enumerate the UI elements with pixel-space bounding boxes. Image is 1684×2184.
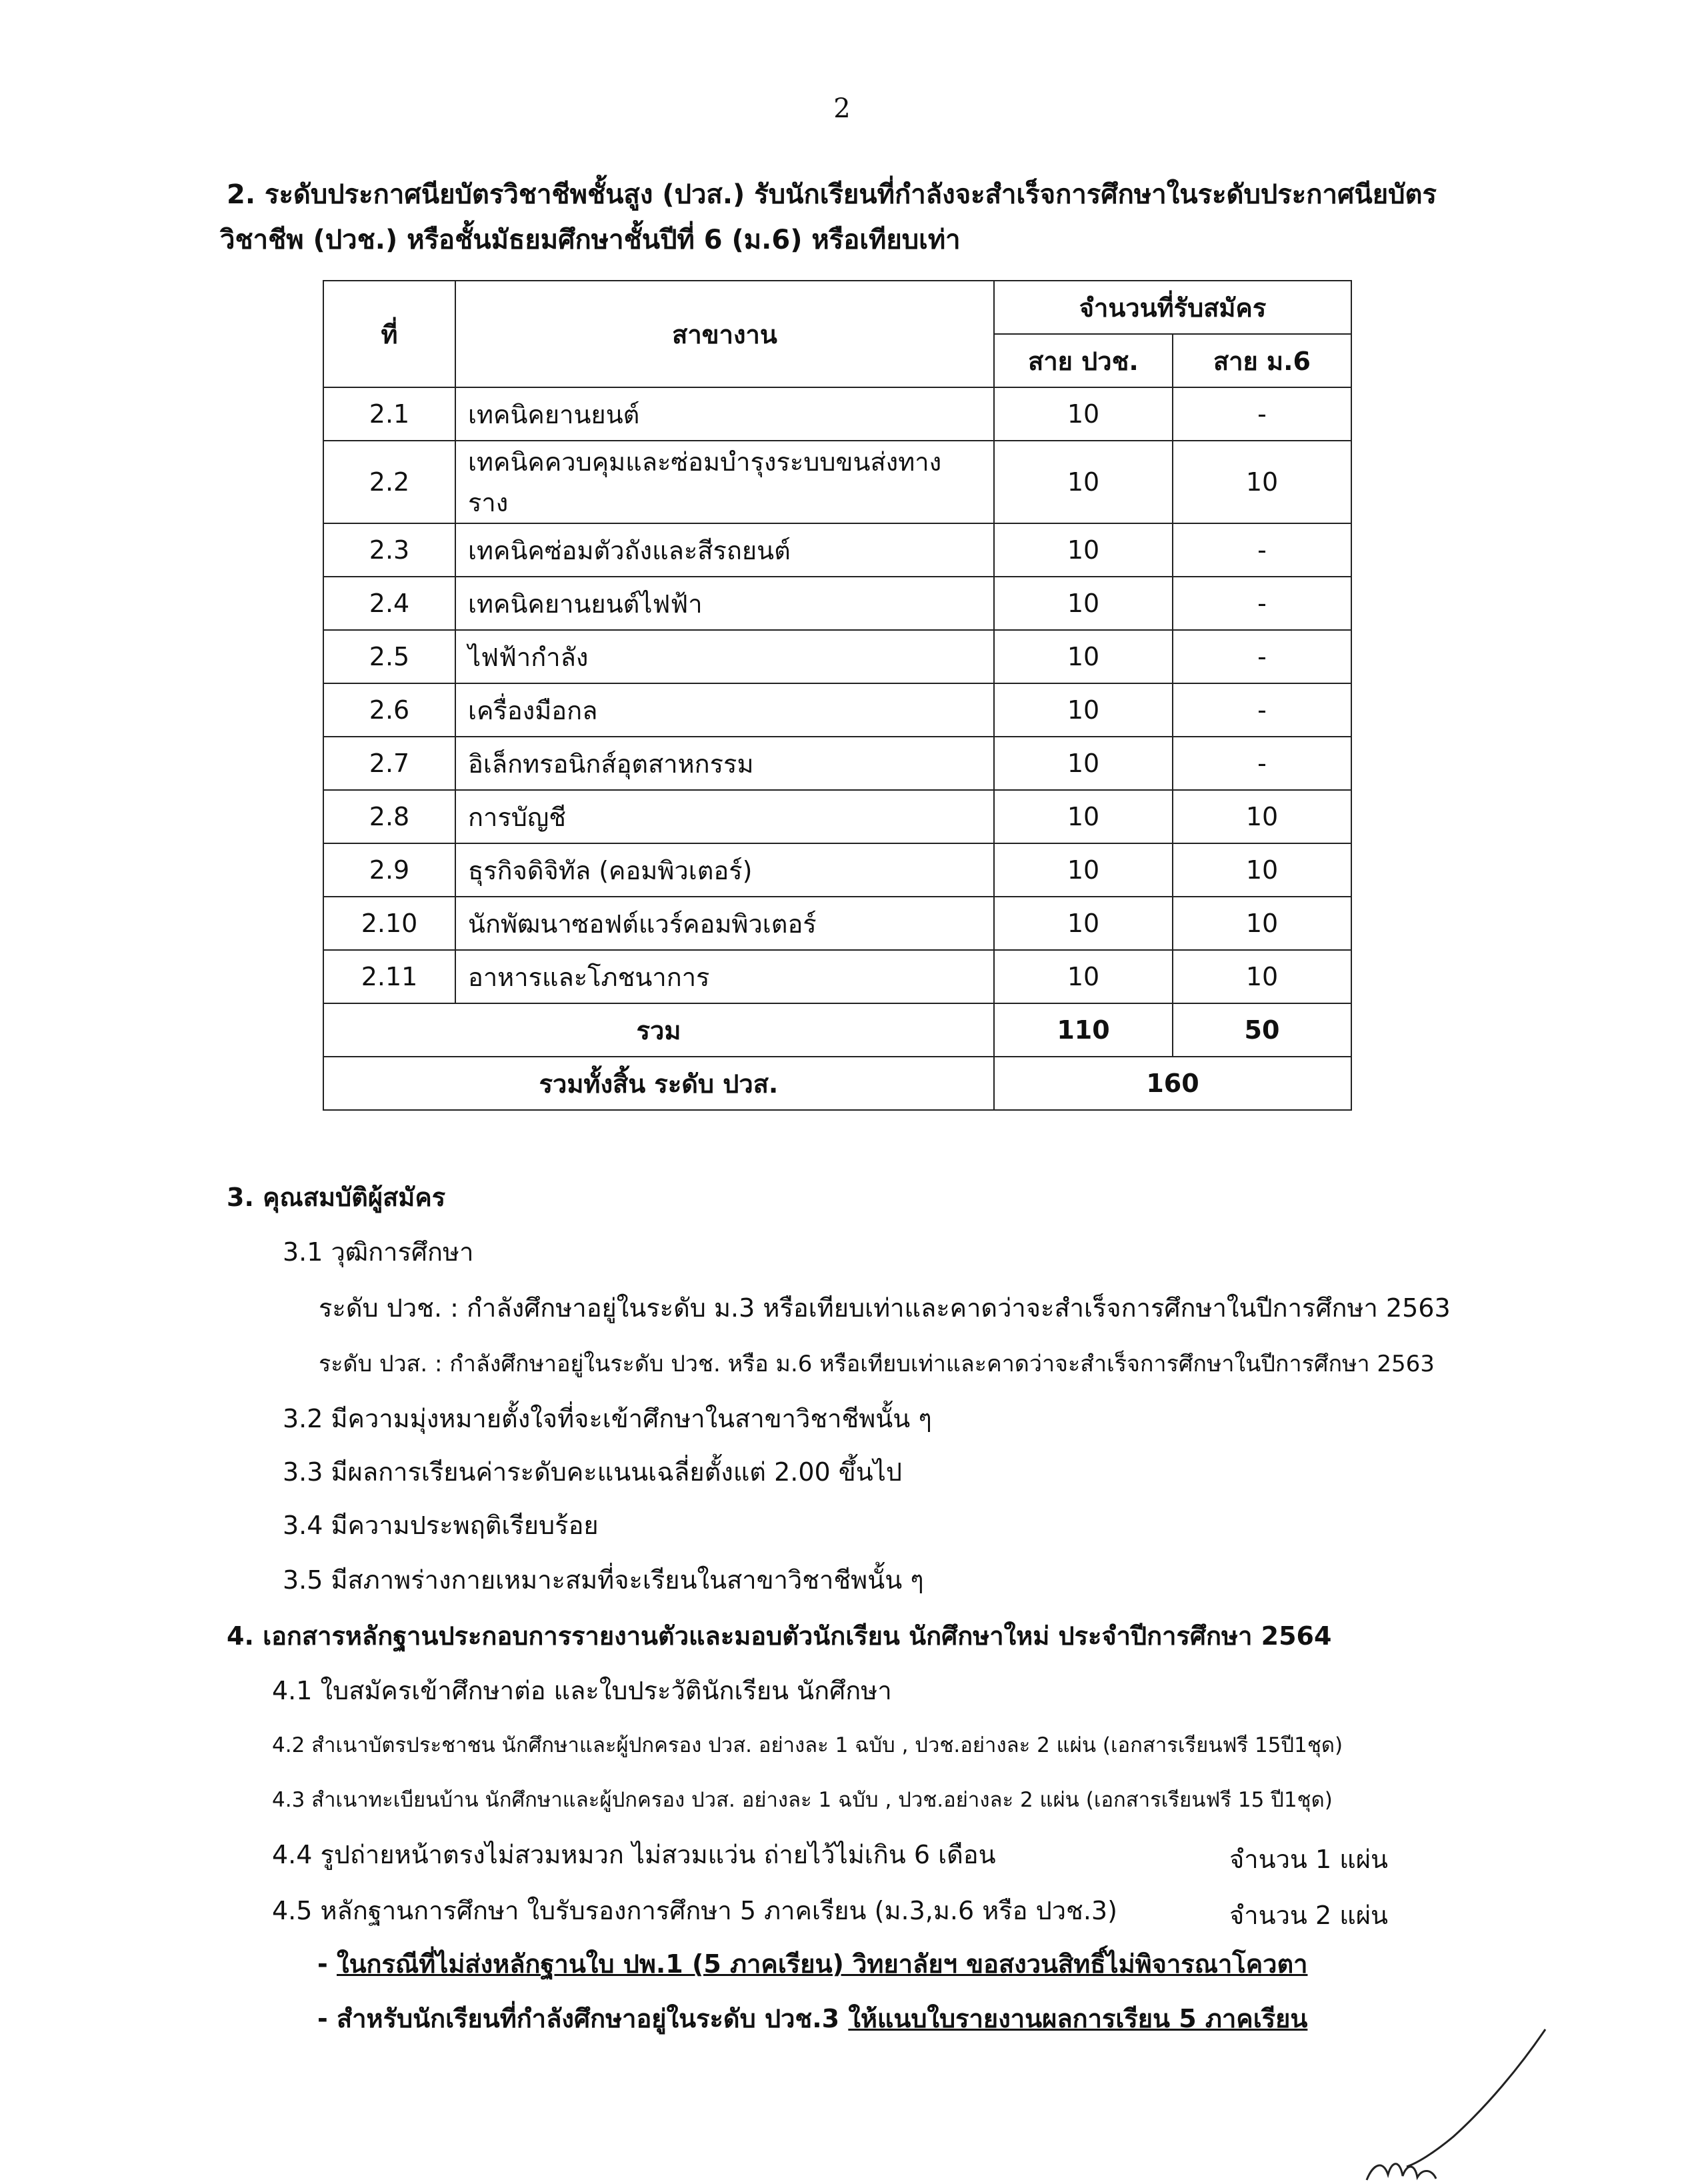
table-row [323,630,1351,683]
row-no: 2.4 [323,577,455,630]
row-no: 2.8 [323,790,455,843]
header-quota: จำนวนที่รับสมัคร [994,281,1351,334]
table-row [323,790,1351,843]
note-vc3-students [317,2003,1307,2035]
row-field: การบัญชี [455,790,994,843]
row-vc: 10 [994,441,1173,523]
row-no: 2.6 [323,683,455,737]
item-4-4-quantity: จำนวน 1 แผ่น [1229,1845,1388,1874]
section2-heading-line2: วิชาชีพ (ปวช.) หรือชั้นมัธยมศึกษาชั้นปีที่ 6 (ม.6) หรือเทียบเท่า [220,225,961,255]
quota-table [323,280,1352,1111]
item-4-4: 4.4 รูปถ่ายหน้าตรงไม่สวมหมวก ไม่สวมแว่น ถ่ายไว้ไม่เกิน 6 เดือน [272,1840,996,1869]
table-row [323,441,1351,523]
row-field: เทคนิคยานยนต์ไฟฟ้า [455,577,994,630]
row-field: เทคนิคซ่อมตัวถังและสีรถยนต์ [455,523,994,577]
row-no: 2.9 [323,843,455,897]
subtotal-label: รวม [323,1003,994,1057]
table-row [323,737,1351,790]
row-vc: 10 [994,630,1173,683]
row-vc: 10 [994,897,1173,950]
row-vc: 10 [994,577,1173,630]
row-field: เทคนิคควบคุมและซ่อมบำรุงระบบขนส่งทางราง [455,441,994,523]
row-no: 2.5 [323,630,455,683]
signature-mark [1353,2027,1553,2184]
row-field: นักพัฒนาซอฟต์แวร์คอมพิวเตอร์ [455,897,994,950]
hvc-level-requirement: ระดับ ปวส. : กำลังศึกษาอยู่ในระดับ ปวช. หรือ ม.6 หรือเทียบเท่าและคาดว่าจะสำเร็จการศึกษาในปีการศึกษา 2563 [319,1351,1435,1377]
vc-level-requirement: ระดับ ปวช. : กำลังศึกษาอยู่ในระดับ ม.3 หรือเทียบเท่าและคาดว่าจะสำเร็จการศึกษาในปีการศึกษา 2563 [319,1293,1451,1323]
row-m6: 10 [1173,950,1351,1003]
row-no: 2.10 [323,897,455,950]
row-m6: - [1173,523,1351,577]
note-vc3-underlined: ให้แนบใบรายงานผลการเรียน 5 ภาคเรียน [848,2004,1308,2033]
grand-total-row [323,1057,1351,1110]
row-vc: 10 [994,523,1173,577]
row-no: 2.3 [323,523,455,577]
row-m6: 10 [1173,897,1351,950]
row-no: 2.2 [323,441,455,523]
header-track-vc: สาย ปวช. [994,334,1173,387]
row-vc: 10 [994,387,1173,441]
note-no-transcript [317,1948,1307,1980]
item-4-5: 4.5 หลักฐานการศึกษา ใบรับรองการศึกษา 5 ภาคเรียน (ม.3,ม.6 หรือ ปวช.3) [272,1896,1117,1925]
row-no: 2.11 [323,950,455,1003]
item-4-2: 4.2 สำเนาบัตรประชาชน นักศึกษาและผู้ปกครอง ปวส. อย่างละ 1 ฉบับ , ปวช.อย่างละ 2 แผ่น (เอกสารเรียนฟรี 15ปี1ชุด) [272,1733,1343,1757]
table-row [323,387,1351,441]
row-field: อิเล็กทรอนิกส์อุตสาหกรรม [455,737,994,790]
item-3-5: 3.5 มีสภาพร่างกายเหมาะสมที่จะเรียนในสาขาวิชาชีพนั้น ๆ [283,1565,924,1595]
row-m6: 10 [1173,790,1351,843]
page-number: 2 [833,93,851,124]
item-3-3: 3.3 มีผลการเรียนค่าระดับคะแนนเฉลี่ยตั้งแต่ 2.00 ขึ้นไป [283,1457,902,1487]
row-field: ไฟฟ้ากำลัง [455,630,994,683]
row-m6: 10 [1173,441,1351,523]
grand-total-label: รวมทั้งสิ้น ระดับ ปวส. [323,1057,994,1110]
row-m6: - [1173,683,1351,737]
row-m6: - [1173,737,1351,790]
section4-title: 4. เอกสารหลักฐานประกอบการรายงานตัวและมอบตัวนักเรียน นักศึกษาใหม่ ประจำปีการศึกษา 2564 [227,1621,1332,1651]
table-row [323,950,1351,1003]
header-track-m6: สาย ม.6 [1173,334,1351,387]
row-vc: 10 [994,843,1173,897]
row-field: เทคนิคยานยนต์ [455,387,994,441]
row-m6: - [1173,577,1351,630]
table-row [323,523,1351,577]
row-vc: 10 [994,683,1173,737]
note-vc3-prefix: - สำหรับนักเรียนที่กำลังศึกษาอยู่ในระดับ ปวช.3 [317,2004,849,2033]
note-no-transcript-text: ในกรณีที่ไม่ส่งหลักฐานใบ ปพ.1 (5 ภาคเรียน) วิทยาลัยฯ ขอสงวนสิทธิ์ไม่พิจารณาโควตา [337,1949,1308,1979]
table-row [323,683,1351,737]
grand-total-value: 160 [994,1057,1351,1110]
note-dash: - [317,1949,337,1979]
table-row [323,843,1351,897]
item-3-1: 3.1 วุฒิการศึกษา [283,1237,474,1267]
row-no: 2.1 [323,387,455,441]
subtotal-vc: 110 [994,1003,1173,1057]
subtotal-m6: 50 [1173,1003,1351,1057]
table-row [323,897,1351,950]
row-field: เครื่องมือกล [455,683,994,737]
item-3-2: 3.2 มีความมุ่งหมายตั้งใจที่จะเข้าศึกษาในสาขาวิชาชีพนั้น ๆ [283,1404,932,1433]
item-4-3: 4.3 สำเนาทะเบียนบ้าน นักศึกษาและผู้ปกครอง ปวส. อย่างละ 1 ฉบับ , ปวช.อย่างละ 2 แผ่น (เอกสารเรียนฟรี 15 ปี1ชุด) [272,1788,1333,1812]
header-field: สาขางาน [455,281,994,387]
row-vc: 10 [994,737,1173,790]
row-vc: 10 [994,790,1173,843]
section2-heading [220,172,1493,263]
item-4-1: 4.1 ใบสมัครเข้าศึกษาต่อ และใบประวัตินักเรียน นักศึกษา [272,1676,892,1705]
row-vc: 10 [994,950,1173,1003]
subtotal-row [323,1003,1351,1057]
item-4-5-quantity: จำนวน 2 แผ่น [1229,1901,1388,1930]
section3-title: 3. คุณสมบัติผู้สมัคร [227,1183,446,1212]
row-m6: 10 [1173,843,1351,897]
row-field: ธุรกิจดิจิทัล (คอมพิวเตอร์) [455,843,994,897]
section2-heading-line1: 2. ระดับประกาศนียบัตรวิชาชีพชั้นสูง (ปวส.) รับนักเรียนที่กำลังจะสำเร็จการศึกษาในระดับประกาศนียบัตร [227,179,1437,210]
header-no: ที่ [323,281,455,387]
row-m6: - [1173,387,1351,441]
item-3-4: 3.4 มีความประพฤติเรียบร้อย [283,1511,599,1540]
row-m6: - [1173,630,1351,683]
row-field: อาหารและโภชนาการ [455,950,994,1003]
row-no: 2.7 [323,737,455,790]
table-row [323,577,1351,630]
